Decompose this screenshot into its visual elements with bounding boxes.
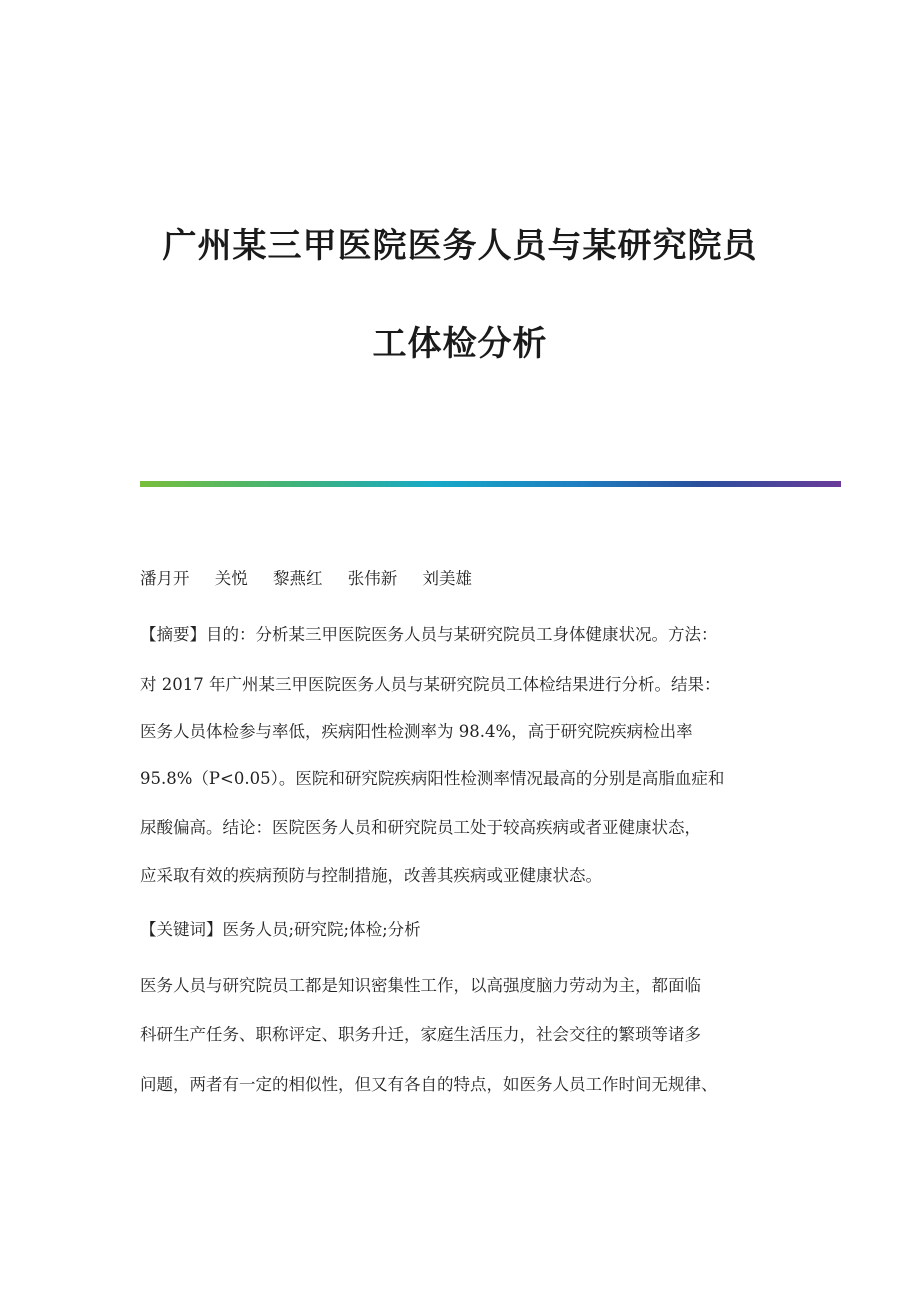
author-name: 黎燕红 [273, 569, 323, 588]
body-paragraph-line: 问题，两者有一定的相似性，但又有各自的特点，如医务人员工作时间无规律、 [140, 1075, 718, 1094]
abstract-line: 尿酸偏高。结论：医院医务人员和研究院员工处于较高疾病或者亚健康状态， [140, 818, 701, 837]
paper-title-line-1: 广州某三甲医院医务人员与某研究院员 [162, 226, 758, 266]
author-name: 潘月开 [140, 569, 190, 588]
abstract-line: 医务人员体检参与率低，疾病阳性检测率为 98.4%，高于研究院疾病检出率 [140, 722, 693, 741]
author-name: 关悦 [214, 569, 248, 588]
title-divider [140, 481, 841, 487]
author-name: 张伟新 [347, 569, 398, 588]
abstract-label: 【摘要】 [140, 625, 206, 644]
author-name: 刘美雄 [422, 569, 472, 588]
paper-title-line-2: 工体检分析 [372, 324, 548, 364]
abstract-line [140, 625, 718, 645]
abstract-text: 目的：分析某三甲医院医务人员与某研究院员工身体健康状况。方法： [206, 625, 718, 644]
body-paragraph-line: 医务人员与研究院员工都是知识密集性工作，以高强度脑力劳动为主，都面临 [140, 976, 701, 995]
author-list [140, 569, 492, 589]
keywords-text: 医务人员;研究院;体检;分析 [222, 920, 421, 939]
abstract-line: 95.8%（P<0.05）。医院和研究院疾病阳性检测率情况最高的分别是高脂血症和 [140, 769, 725, 788]
abstract-line: 应采取有效的疾病预防与控制措施，改善其疾病或亚健康状态。 [140, 866, 602, 885]
abstract-line: 对 2017 年广州某三甲医院医务人员与某研究院员工体检结果进行分析。结果： [140, 675, 721, 694]
keywords-line [140, 920, 421, 940]
body-paragraph-line: 科研生产任务、职称评定、职务升迁，家庭生活压力，社会交往的繁琐等诸多 [140, 1025, 701, 1044]
keywords-label: 【关键词】 [140, 920, 223, 939]
